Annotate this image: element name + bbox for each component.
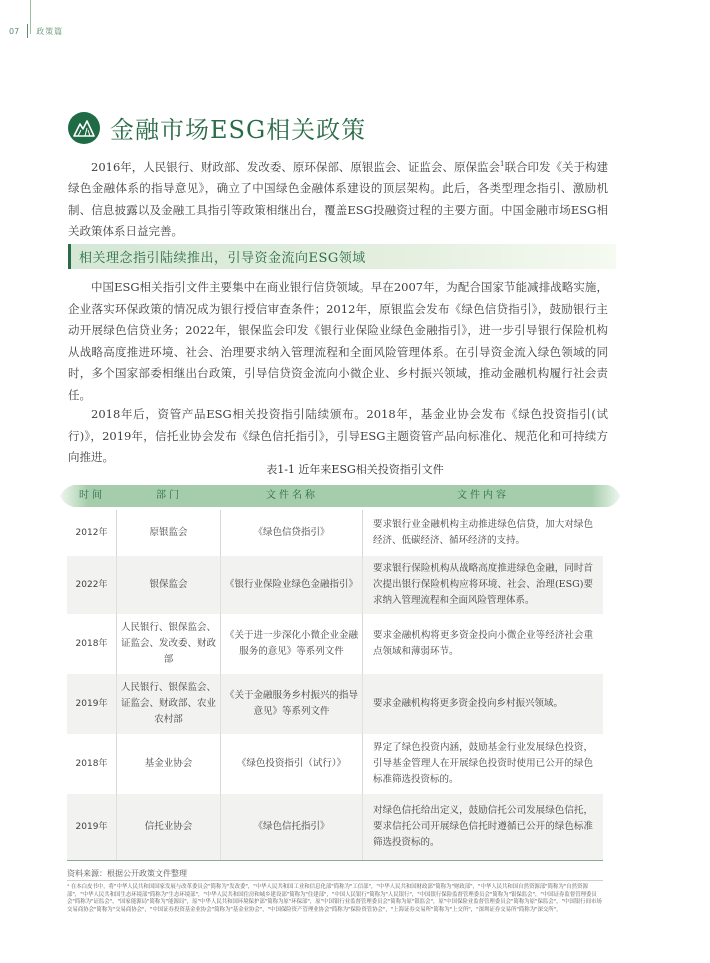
table-row	[67, 734, 603, 794]
table-row	[67, 510, 603, 556]
intro-paragraph	[68, 154, 608, 243]
header-separator	[27, 24, 28, 38]
policy-paragraph: 中国ESG相关指引文件主要集中在商业银行信贷领域。早在2007年，为配合国家节能减排战略实施，企业落实环保政策的情况成为银行授信审查条件；2012年，原银监会发布《绿色信贷指引》，鼓励银行主动开展绿色信贷业务；2022年，银保监会印发《银行业保险业绿色金融指引》，进一步引导银行保险机构从战略高度推进环境、社会、治理要求纳入管理流程和全面风险管理体系。在引导资金流入绿色领域的同时，多个国家部委相继出台政策，引导信贷资金流向小微企业、乡村振兴领域，推动金融机构履行社会责任。	[68, 280, 608, 402]
header-document-name: 文件名称	[266, 490, 318, 501]
header-document-content: 文件内容	[457, 490, 509, 501]
table-row	[67, 556, 603, 614]
table-bottom-rule	[67, 860, 603, 861]
cell-year: 2019年	[67, 674, 117, 734]
cell-year: 2018年	[67, 734, 117, 794]
section-name: 政策篇	[36, 26, 64, 36]
section-title	[68, 110, 366, 145]
mountain-logo-icon	[68, 112, 100, 144]
cell-department: 原银监会	[117, 510, 221, 556]
cell-department: 人民银行、银保监会、证监会、财政部、农业农村部	[117, 674, 221, 734]
cell-content: 要求金融机构将更多资金投向小微企业等经济社会重点领域和薄弱环节。	[373, 630, 593, 657]
footnote-marker: 1	[499, 160, 505, 168]
cell-year: 2018年	[67, 614, 117, 674]
source-note: 资料来源：根据公开政策文件整理	[67, 869, 187, 878]
cell-department: 银保监会	[117, 556, 221, 614]
header-department: 部门	[156, 490, 182, 501]
page-number: 07	[9, 26, 20, 36]
table-row	[67, 674, 603, 734]
cell-department: 基金业协会	[117, 734, 221, 794]
intro-text-part-1: 2016年，人民银行、财政部、发改委、原环保部、原银监会、证监会、原保监会	[91, 159, 500, 174]
footnote-divider	[67, 880, 603, 881]
table-caption: 表1-1 近年来ESG相关投资指引文件	[266, 463, 444, 476]
cell-content: 界定了绿色投资内涵，鼓励基金行业发展绿色投资，引导基金管理人在开展绿色投资时使用已公开的绿色标准筛选投资标的。	[373, 742, 593, 785]
cell-document: 《关于金融服务乡村振兴的指导意见》等系列文件	[221, 674, 363, 734]
subheading-banner	[68, 244, 616, 269]
intro-text-part-2: 联合印发《关于构建绿色金融体系的指导意见》，确立了中国绿色金融体系建设的顶层架构。此后，各类型理念指引、激励机制、信息披露以及金融工具指引等政策相继出台，覆盖ESG投融资过程的主要方面。中国金融市场ESG相关政策体系日益完善。	[68, 159, 609, 239]
cell-content: 对绿色信托给出定义，鼓励信托公司发展绿色信托，要求信托公司开展绿色信托时遵循已公开的绿色标准筛选投资标的。	[373, 805, 593, 848]
cell-content: 要求银行保险机构从战略高度推进绿色金融，同时首次提出银行保险机构应将环境、社会、治理(ESG)要求纳入管理流程和全面风险管理体系。	[373, 563, 593, 606]
page-header	[9, 20, 63, 42]
footnote: ¹ 在本白皮书中，将"中华人民共和国国家发展与改革委员会"简称为"发改委"，"中华人民共和国工业和信息化部"简称为"工信部"，"中华人民共和国财政部"简称为"财政部"，"中华人民共和国自然资源部"简称为"自然资源部"，"中华人民共和国生态环境部"简称为"生态环境部"，"中华人民共和国住房和城乡建设部"简称为"住建部"，"中国人民银行"简称为"人民银行"，"中国银行保险监督管理委员会"简称为"银保监会"，"中国证券监督管理委员会"简称为"证监会"，"国家能源局"简称为"能源局"，原"中华人民共和国环境保护部"简称为原"环保部"，原"中国银行业监督管理委员会"简称为原"银监会"，原"中国保险业监督管理委员会"简称为原"保监会"，"中国银行间市场交易商协会"简称为"交易商协会"，"中国证券投资基金业协会"简称为"基金业协会"，"中国保险资产管理业协会"简称为"保险资管协会"，"上海证券交易所"简称为"上交所"，"深圳证券交易所"简称为"深交所"。	[67, 884, 602, 913]
cell-document: 《银行业保险业绿色金融指引》	[221, 556, 363, 614]
header-time: 时间	[79, 490, 105, 501]
subheading-text: 相关理念指引陆续推出，引导资金流向ESG领域	[79, 251, 366, 266]
table-row	[67, 614, 603, 674]
cell-document: 《绿色投资指引（试行）》	[221, 734, 363, 794]
cell-document: 《绿色信托指引》	[221, 794, 363, 860]
cell-year: 2012年	[67, 510, 117, 556]
cell-department: 信托业协会	[117, 794, 221, 860]
cell-document: 《关于进一步深化小微企业金融服务的意见》等系列文件	[221, 614, 363, 674]
table-header	[60, 484, 620, 508]
cell-document: 《绿色信贷指引》	[221, 510, 363, 556]
cell-content: 要求银行业金融机构主动推进绿色信贷，加大对绿色经济、低碳经济、循环经济的支持。	[373, 519, 593, 546]
table-row	[67, 794, 603, 860]
cell-year: 2019年	[67, 794, 117, 860]
asset-mgmt-paragraph: 2018年后，资管产品ESG相关投资指引陆续颁布。2018年，基金业协会发布《绿色投资指引(试行)》，2019年，信托业协会发布《绿色信托指引》，引导ESG主题资管产品向标准化、规范化和可持续方向推进。	[68, 407, 608, 464]
cell-year: 2022年	[67, 556, 117, 614]
page-title: 金融市场ESG相关政策	[110, 116, 367, 144]
cell-department: 人民银行、银保监会、证监会、发改委、财政部	[117, 614, 221, 674]
cell-content: 要求金融机构将更多资金投向乡村振兴领域。	[373, 698, 564, 709]
